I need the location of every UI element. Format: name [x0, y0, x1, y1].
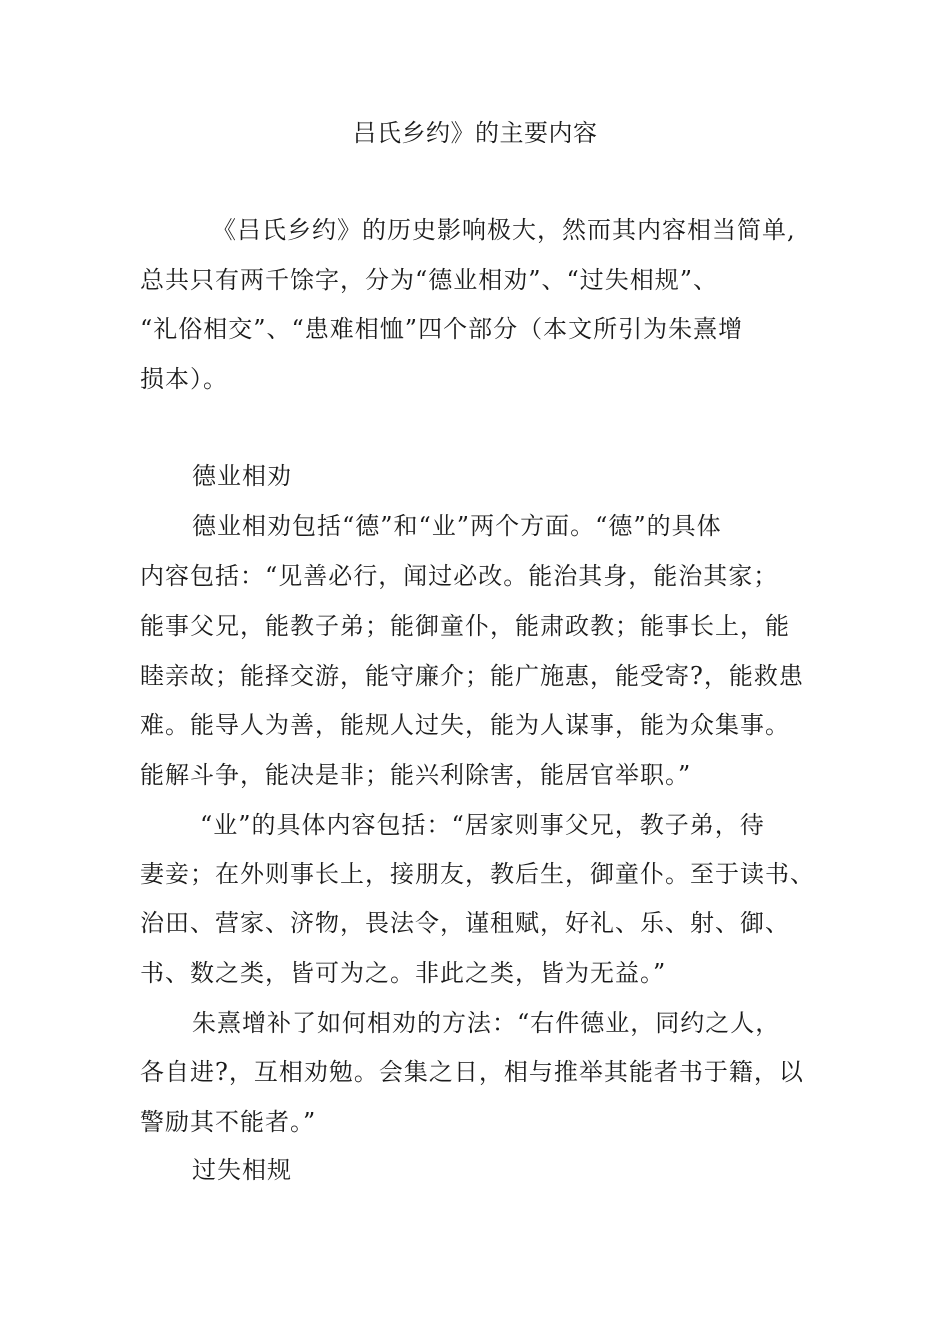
para1-line-3: 能事父兄，能教子弟；能御童仆，能肃政教；能事长上，能: [140, 612, 790, 640]
para2-line-2: 妻妾；在外则事长上，接朋友，教后生，御童仆。至于读书、: [140, 860, 815, 888]
intro-line-4: 损本）。: [140, 365, 228, 393]
para1-line-4: 睦亲故；能择交游，能守廉介；能广施惠，能受寄?，能救患: [140, 662, 804, 690]
para1-line-2: 内容包括：“见善必行，闻过必改。能治其身，能治其家；: [140, 562, 779, 590]
para3-line-2: 各自进?，互相劝勉。会集之日，相与推举其能者书于籍，以: [140, 1058, 804, 1086]
para2-line-4: 书、数之类，皆可为之。非此之类，皆为无益。”: [140, 959, 667, 987]
para1-line-5: 难。能导人为善，能规人过失，能为人谋事，能为众集事。: [140, 711, 790, 739]
section-heading-dexiang: 德业相劝: [192, 462, 292, 490]
para1-line-1: 德业相劝包括“德”和“业”两个方面。“德”的具体: [192, 512, 722, 540]
para1-line-6: 能解斗争，能决是非；能兴利除害，能居官举职。”: [140, 761, 692, 789]
intro-line-3: “礼俗相交”、“患难相恤”四个部分（本文所引为朱熹增: [140, 315, 744, 343]
intro-line-2: 总共只有两千馀字，分为“德业相劝”、“过失相规”、: [140, 266, 719, 294]
para2-line-1: “业”的具体内容包括：“居家则事父兄，教子弟，待: [200, 811, 765, 839]
para3-line-1: 朱熹增补了如何相劝的方法：“右件德业，同约之人，: [192, 1009, 781, 1037]
para2-line-3: 治田、营家、济物，畏法令，谨租赋，好礼、乐、射、御、: [140, 909, 790, 937]
section-heading-guoshi: 过失相规: [192, 1156, 292, 1184]
document-title: 吕氏乡约》的主要内容: [352, 119, 598, 147]
para3-line-3: 警励其不能者。”: [140, 1108, 317, 1136]
intro-line-1: 《吕氏乡约》的历史影响极大，然而其内容相当简单,: [212, 216, 796, 244]
